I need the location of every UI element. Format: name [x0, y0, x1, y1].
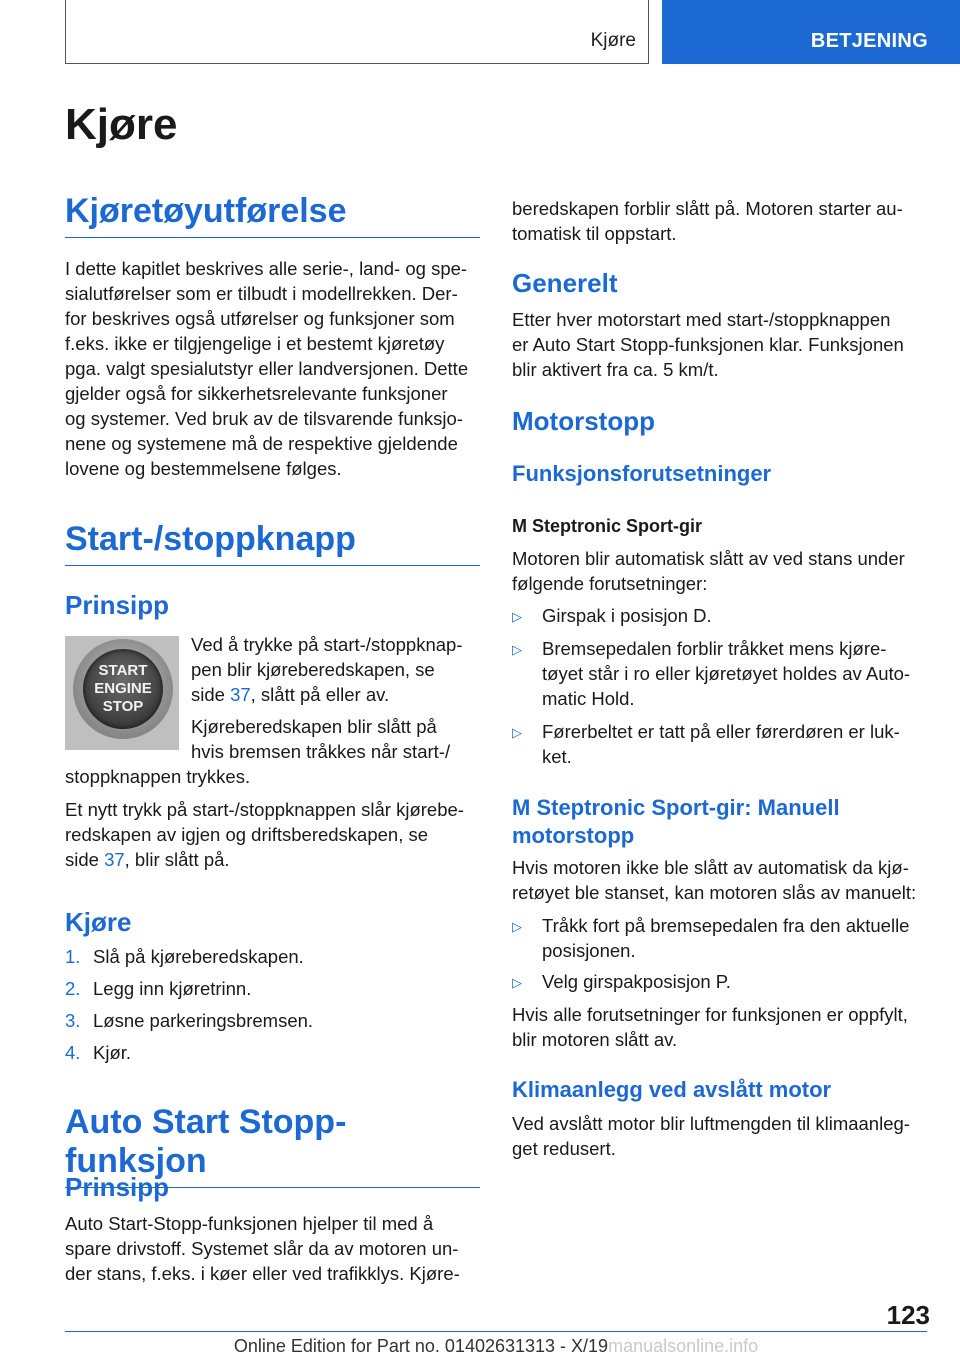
button-label-start: START	[98, 662, 148, 679]
bullet-triangle-icon: ▷	[512, 609, 522, 624]
heading-climate-control: Klimaanlegg ved avslått motor	[512, 1077, 832, 1102]
step-number: 2.	[65, 978, 81, 999]
bullet-triangle-icon: ▷	[512, 642, 522, 657]
step-text: Legg inn kjøretrinn.	[93, 978, 252, 999]
heading-principle: Prinsipp	[65, 590, 170, 620]
text-line: Ved avslått motor blir luftmengden til klimaanleg-	[512, 1113, 910, 1134]
step-text: Slå på kjøreberedskapen.	[93, 946, 304, 967]
heading-function-requirements: Funksjonsforutsetninger	[512, 461, 772, 486]
list-item: tøyet står i ro eller kjøretøyet holdes av Auto-	[542, 663, 911, 684]
heading-steptronic: M Steptronic Sport-gir	[512, 516, 702, 536]
text-line: get redusert.	[512, 1138, 616, 1159]
list-item: ket.	[542, 746, 572, 767]
list-item: Bremsepedalen forblir tråkket mens kjøre-	[542, 638, 887, 659]
heading-vehicle-equipment: Kjøretøyutførelse	[65, 192, 480, 238]
text-line: spare drivstoff. Systemet slår da av motoren un-	[65, 1238, 459, 1259]
heading-start-stop-button: Start-/stoppknapp	[65, 520, 480, 566]
text-line: pga. valgt spesialutstyr eller landversjonen. Dette	[65, 358, 469, 379]
text-line: beredskapen forblir slått på. Motoren starter au-	[512, 198, 903, 219]
text-line: f.eks. ikke er tilgjengelige i et bestemt kjøretøy	[65, 333, 445, 354]
text-line: blir aktivert fra ca. 5 km/t.	[512, 359, 719, 380]
text-line: lovene og bestemmelsene følges.	[65, 458, 342, 479]
text-line: pen blir kjøreberedskapen, se	[191, 659, 435, 680]
step-text: Løsne parkeringsbremsen.	[93, 1010, 314, 1031]
bullet-triangle-icon: ▷	[512, 725, 522, 740]
text-line: Hvis alle forutsetninger for funksjonen er oppfylt,	[512, 1004, 908, 1025]
text-line: Etter hver motorstart med start-/stoppknappen	[512, 309, 891, 330]
text-line: stoppknappen trykkes.	[65, 766, 251, 787]
step-text: Kjør.	[93, 1042, 132, 1063]
text-line: Auto Start-Stopp-funksjonen hjelper til med å	[65, 1213, 434, 1234]
page-number: 123	[886, 1300, 930, 1330]
list-item: posisjonen.	[542, 940, 636, 961]
text-line: Ved å trykke på start-/stoppknap-	[191, 634, 463, 655]
text-line: Motoren blir automatisk slått av ved stans under	[512, 548, 905, 569]
text-line: Kjøreberedskapen blir slått på	[191, 716, 437, 737]
heading-auto-start-stop: Auto Start Stopp-funksjon	[65, 1103, 480, 1188]
text-line: for beskrives også utførelser og funksjoner som	[65, 308, 455, 329]
text-line: følgende forutsetninger:	[512, 573, 708, 594]
button-label-stop: STOP	[102, 698, 144, 715]
text-line: side 37, blir slått på.	[65, 849, 230, 870]
page-link-37[interactable]: 37	[230, 684, 251, 705]
text-line: blir motoren slått av.	[512, 1029, 678, 1050]
step-number: 4.	[65, 1042, 81, 1063]
text-line: side 37, slått på eller av.	[191, 684, 390, 705]
header-title: Kjøre	[590, 30, 636, 51]
button-face	[83, 649, 163, 729]
heading-engine-stop: Motorstopp	[512, 406, 655, 436]
text-line: retøyet ble stanset, kan motoren slås av manuelt:	[512, 882, 917, 903]
header-section-tab	[662, 0, 960, 64]
step-number: 1.	[65, 946, 81, 967]
footer-divider	[65, 1331, 927, 1332]
list-item: Girspak i posisjon D.	[542, 605, 712, 626]
text-line: er Auto Start Stopp-funksjonen klar. Funksjonen	[512, 334, 904, 355]
text-line: I dette kapitlet beskrives alle serie-, land- og spe-	[65, 258, 468, 279]
text-line: gjelder også for sikkerhetsrelevante funksjoner	[65, 383, 448, 404]
start-stop-button-image	[65, 636, 179, 750]
footer-watermark: manualsonline.info	[608, 1336, 759, 1356]
bullet-triangle-icon: ▷	[512, 919, 522, 934]
heading-general: Generelt	[512, 268, 618, 298]
heading-manual-stop: M Steptronic Sport-gir: Manuell motorstopp	[512, 795, 840, 848]
text-line: sialutførelser som er tilbudt i modellrekken. Der-	[65, 283, 458, 304]
text-line: og systemer. Ved bruk av de tilsvarende funksjo-	[65, 408, 463, 429]
page-link-37[interactable]: 37	[104, 849, 125, 870]
list-item: Velg girspakposisjon P.	[542, 971, 731, 992]
step-number: 3.	[65, 1010, 81, 1031]
list-item: Førerbeltet er tatt på eller førerdøren er luk-	[542, 721, 900, 742]
button-label-engine: ENGINE	[94, 680, 152, 697]
list-item: Tråkk fort på bremsepedalen fra den aktuelle	[542, 915, 910, 936]
bullet-triangle-icon: ▷	[512, 975, 522, 990]
heading-principle-2: Prinsipp	[65, 1172, 170, 1202]
heading-drive: Kjøre	[65, 907, 132, 937]
footer-edition-text: Online Edition for Part no. 01402631313 - X/19	[233, 1336, 609, 1356]
text-line: Hvis motoren ikke ble slått av automatisk da kjø-	[512, 857, 909, 878]
button-ring	[73, 639, 173, 739]
text-line: der stans, f.eks. i køer eller ved trafikklys. Kjøre-	[65, 1263, 460, 1284]
text-line: redskapen av igjen og driftsberedskapen, se	[65, 824, 429, 845]
footer-edition	[65, 1336, 927, 1357]
list-item: matic Hold.	[542, 688, 635, 709]
text-line: hvis bremsen tråkkes når start-/	[191, 741, 451, 762]
text-line: tomatisk til oppstart.	[512, 223, 677, 244]
text-line: Et nytt trykk på start-/stoppknappen slår kjørebe-	[65, 799, 464, 820]
header-section-label: BETJENING	[810, 30, 928, 52]
header-title-box	[65, 0, 649, 64]
text-line: nene og systemene må de respektive gjeldende	[65, 433, 458, 454]
page-title: Kjøre	[65, 100, 178, 149]
